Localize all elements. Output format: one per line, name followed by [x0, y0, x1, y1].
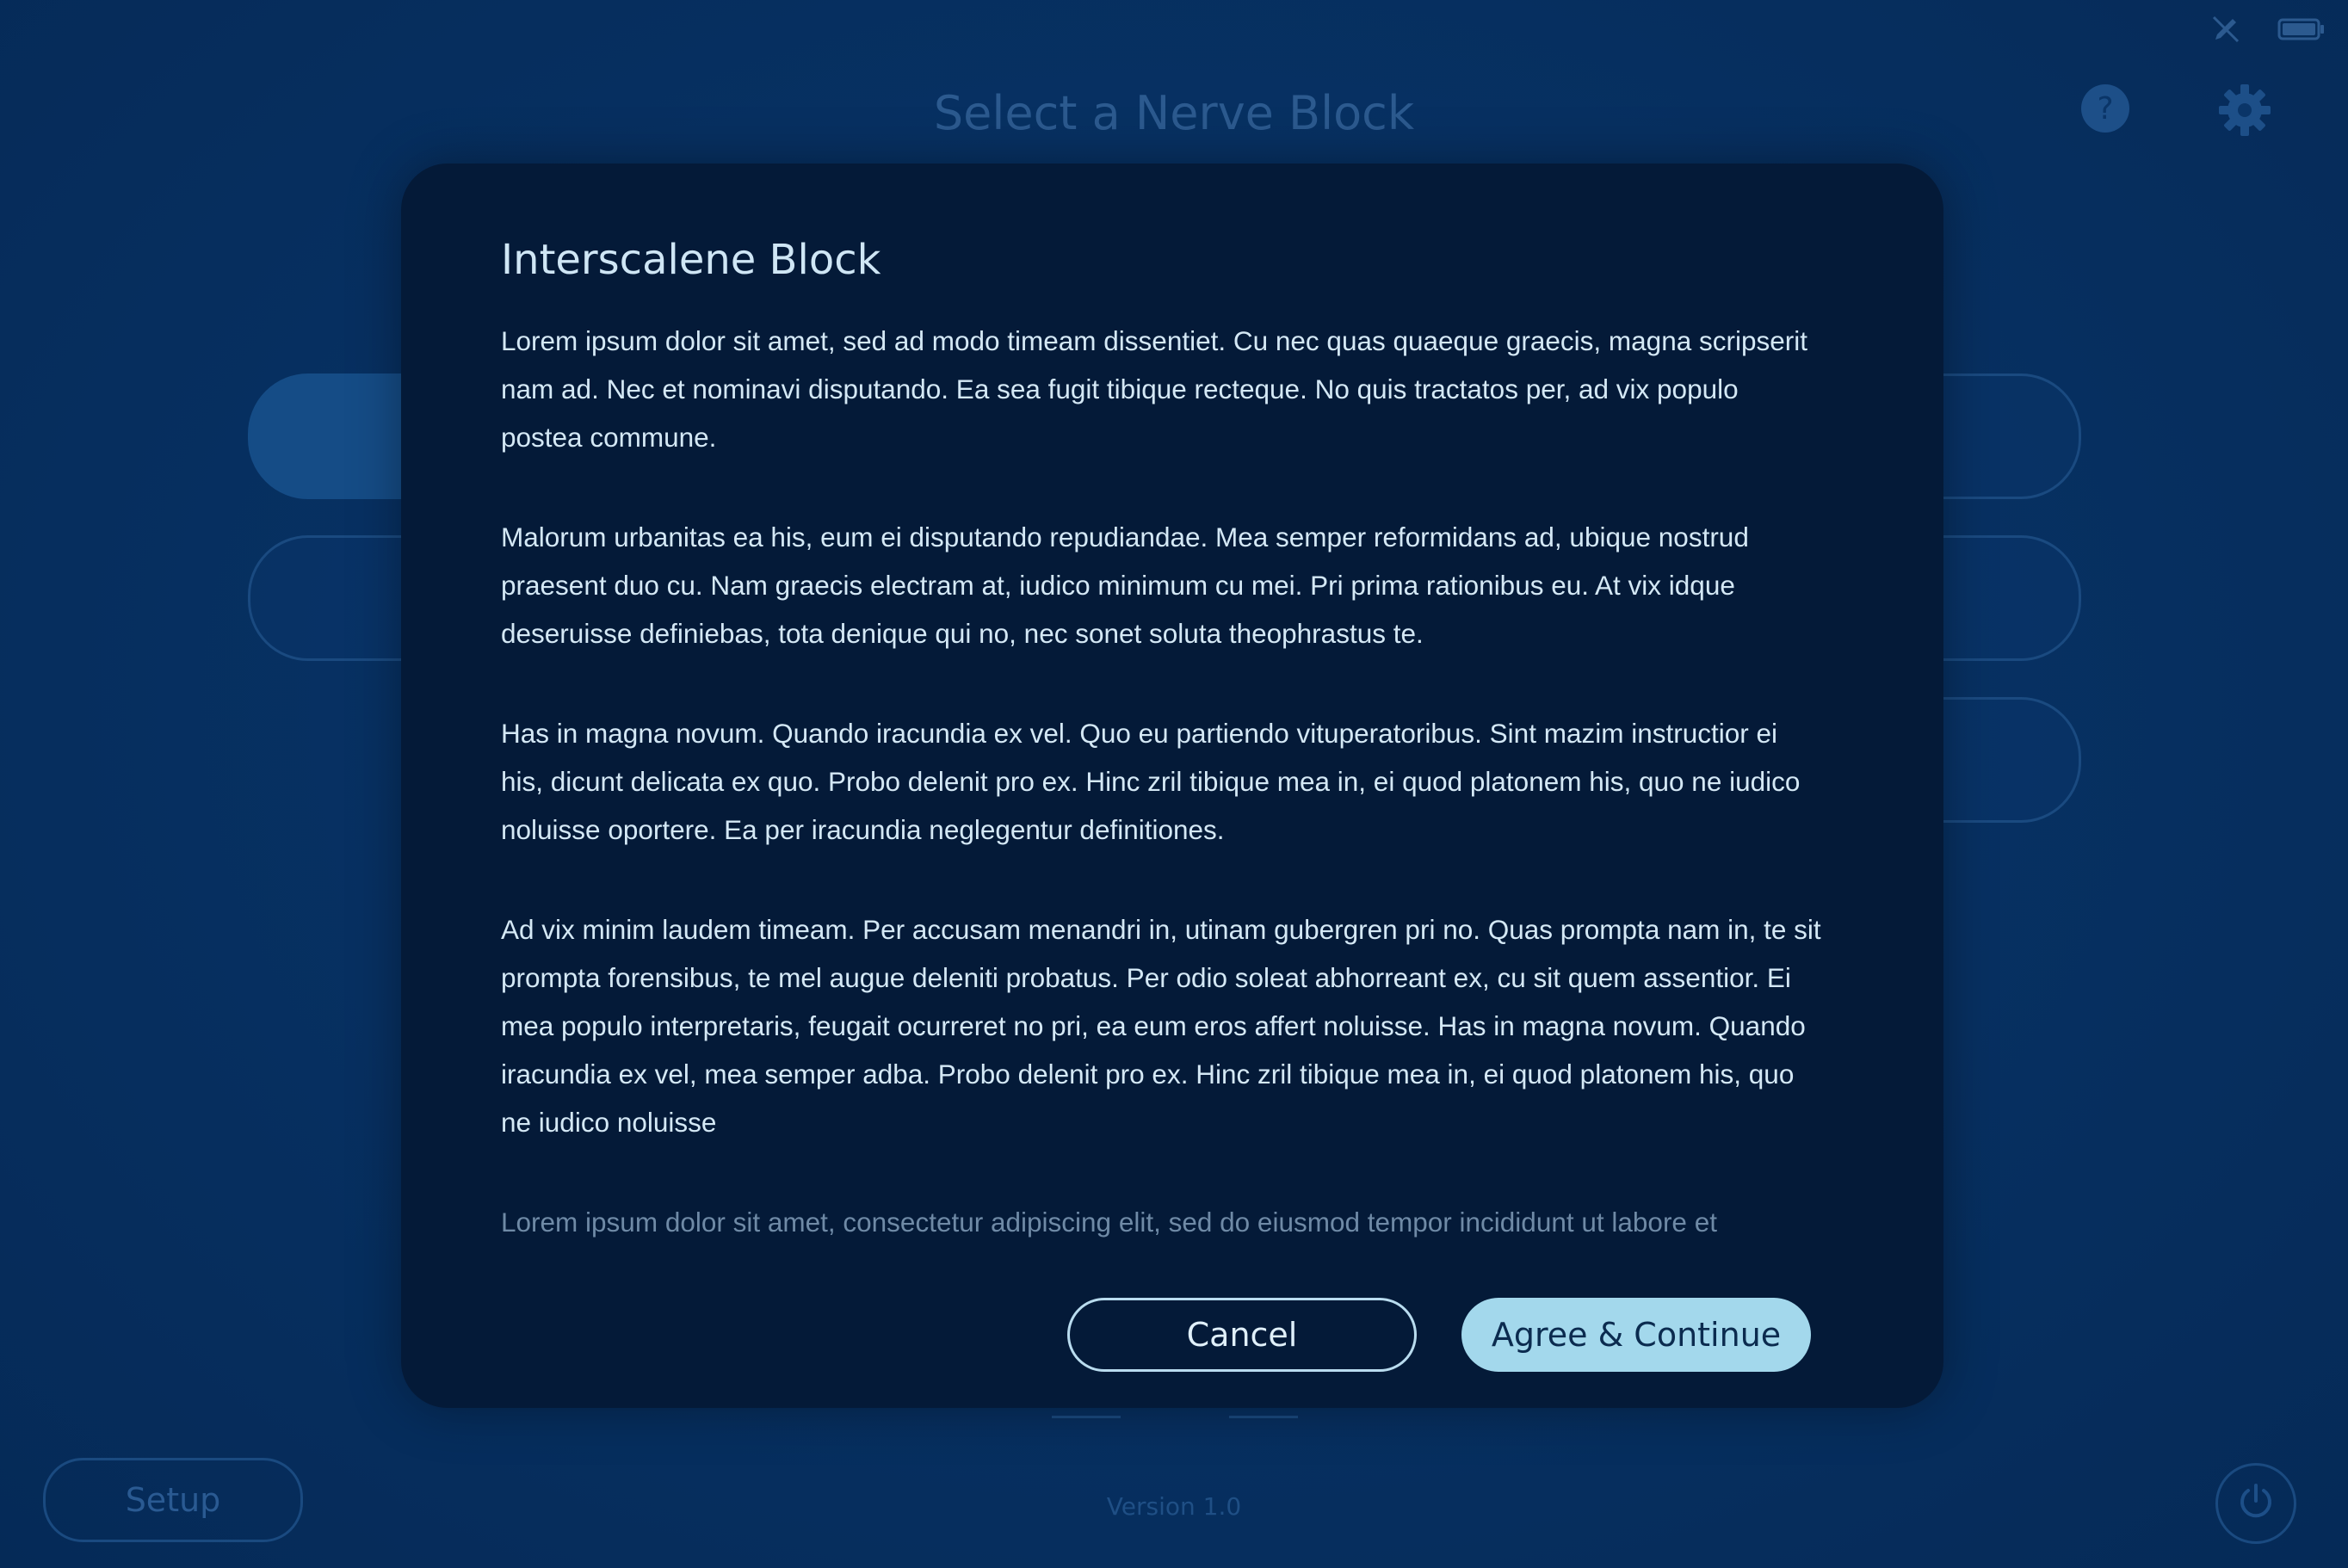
- dialog-title: Interscalene Block: [501, 236, 881, 284]
- dialog-paragraph: Lorem ipsum dolor sit amet, consectetur adipiscing elit, sed do eiusmod tempor incididunt ut labore et: [501, 1207, 1717, 1238]
- agree-continue-button[interactable]: Agree & Continue: [1461, 1298, 1811, 1372]
- dialog-paragraph: Lorem ipsum dolor sit amet, sed ad modo timeam dissentiet. Cu nec quas quaeque graecis, magna scripserit nam ad. Nec et nominavi disputando. Ea sea fugit tibique recteque. No quis tractatos per, ad vix populo postea commune.: [501, 325, 1807, 453]
- help-icon[interactable]: [2079, 83, 2131, 138]
- dialog-paragraph: Malorum urbanitas ea his, eum ei disputando repudiandae. Mea semper reformidans ad, ubique nostrud praesent duo cu. Nam graecis electram at, iudico minimum cu mei. Pri prima rationibus eu. At vix idque deseruisse definiebas, tota denique qui no, nec sonet soluta theophrastus te.: [501, 522, 1749, 649]
- consent-dialog: [401, 164, 1943, 1408]
- svg-text:?: ?: [2097, 91, 2114, 127]
- dialog-body[interactable]: [501, 317, 1826, 1298]
- screen-title: Select a Nerve Block: [933, 86, 1415, 140]
- status-bar: [2209, 12, 2326, 46]
- gear-icon[interactable]: [2217, 83, 2272, 138]
- dialog-paragraph: Ad vix minim laudem timeam. Per accusam menandri in, utinam gubergren pri no. Quas prompta nam in, te sit prompta forensibus, te mel augue deleniti probatus. Per odio soleat abhorreant ex, cu sit quem assentior. Ei mea populo interpretaris, feugait ocurreret no pri, ea eum eros affert noluisse. Has in magna novum. Quando iracundia ex vel, mea semper adba. Probo delenit pro ex. Hinc zril tibique mea in, ei quod platonem his, quo ne iudico noluisse: [501, 914, 1821, 1138]
- dialog-paragraph: Has in magna novum. Quando iracundia ex vel. Quo eu partiendo vituperatoribus. Sint mazim instructior ei his, dicunt delicata ex quo. Probo delenit pro ex. Hinc zril tibique mea in, ei quod platonem his, quo ne iudico noluisse oportere. Ea per iracundia neglegentur definitiones.: [501, 718, 1801, 845]
- cancel-button[interactable]: Cancel: [1067, 1298, 1417, 1372]
- power-button[interactable]: [2215, 1463, 2296, 1544]
- battery-icon: [2277, 16, 2326, 42]
- pen-off-icon: [2209, 12, 2243, 46]
- power-icon: [2234, 1480, 2277, 1527]
- version-label: Version 1.0: [1106, 1492, 1242, 1521]
- setup-button[interactable]: Setup: [43, 1458, 303, 1542]
